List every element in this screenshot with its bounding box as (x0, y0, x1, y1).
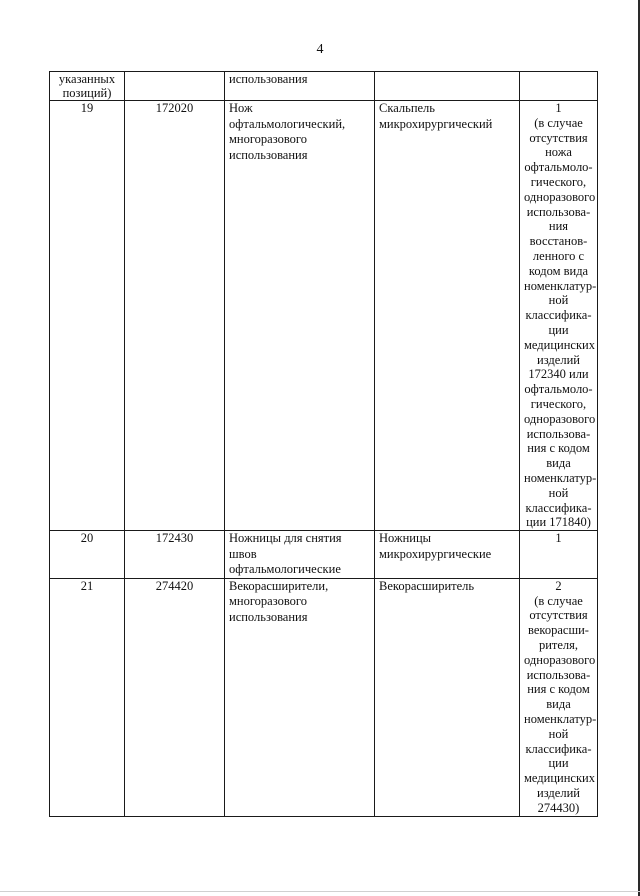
row-21-quantity (520, 578, 598, 816)
row-20-quantity-text: 1 (555, 531, 562, 546)
continuation-cell-5 (520, 72, 598, 101)
continuation-text-3: использования (229, 72, 308, 86)
row-21-quantity-text: 2 (в случае отсутствия векорасши- рителя, одноразового использова- ния с кодом вида номенклатур- ной классифика- ции медицинских изделий 274430) (524, 578, 597, 815)
row-19-name (225, 101, 375, 531)
scan-edge-bottom (0, 891, 640, 892)
row-19-number-text: 19 (80, 101, 94, 115)
table-row-20 (50, 531, 598, 579)
continuation-cell-4 (375, 72, 520, 101)
row-21-type-text: Векорасширитель (379, 578, 475, 593)
row-20-quantity (520, 531, 598, 579)
row-19-type-text: Скальпель микрохирургический (379, 101, 493, 131)
row-21-name (225, 578, 375, 816)
row-21-type (375, 578, 520, 816)
row-19-type (375, 101, 520, 531)
continuation-text-1: указанных позиций) (58, 72, 116, 100)
continuation-cell-2 (125, 72, 225, 101)
continuation-cell-3 (225, 72, 375, 101)
row-21-code-text: 274420 (155, 578, 194, 593)
row-21-number (50, 578, 125, 816)
row-20-number-text: 20 (80, 531, 94, 546)
row-20-number (50, 531, 125, 579)
row-20-type-text: Ножницы микрохирургические (379, 531, 492, 561)
row-20-type (375, 531, 520, 579)
row-21-number-text: 21 (80, 578, 94, 593)
table-row-21 (50, 578, 598, 816)
row-20-code (125, 531, 225, 579)
table-row-19 (50, 101, 598, 531)
equipment-table (49, 71, 598, 817)
row-20-code-text: 172430 (155, 531, 194, 546)
page-number: 4 (316, 42, 324, 57)
row-21-code (125, 578, 225, 816)
row-19-code (125, 101, 225, 531)
row-19-quantity-text: 1 (в случае отсутствия ножа офтальмоло- гического, одноразового использова- ния восстанов- ленного с кодом вида номенклатур- ной классифика- ции медицинских изделий 172340 или офтальмоло- гического, одноразового использова- ния с кодом вида номенклатур- ной классифика- ции 171840) (524, 101, 597, 530)
row-19-number (50, 101, 125, 531)
row-20-name-text: Ножницы для снятия швов офтальмологические (229, 531, 342, 577)
row-20-name (225, 531, 375, 579)
row-19-quantity (520, 101, 598, 531)
continuation-cell-1 (50, 72, 125, 101)
row-21-name-text: Векорасширители, многоразового использования (229, 578, 329, 625)
row-19-code-text: 172020 (155, 101, 194, 115)
row-19-name-text: Нож офтальмологический, многоразового использования (229, 101, 346, 162)
table-row-continuation (50, 72, 598, 101)
